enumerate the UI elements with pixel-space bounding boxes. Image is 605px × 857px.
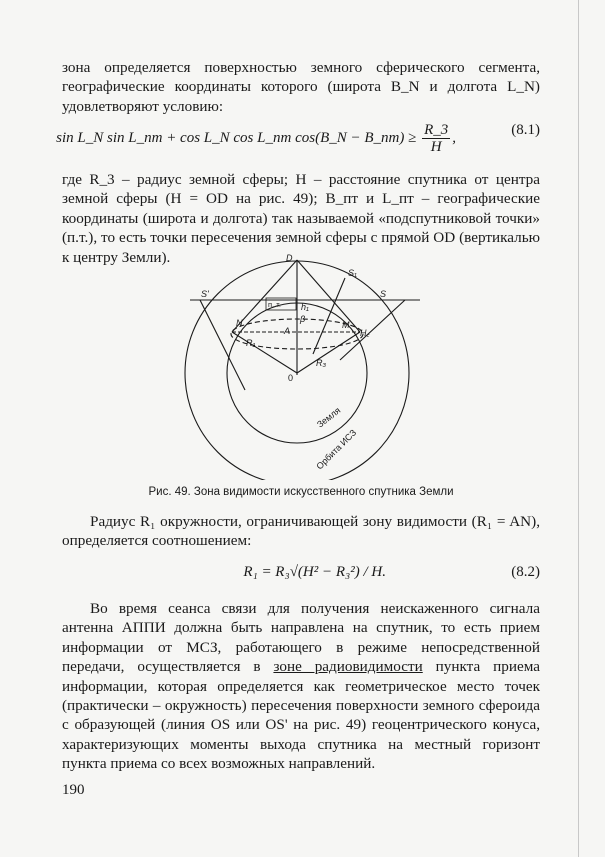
label-orbit: Орбита ИСЗ	[314, 427, 359, 472]
paragraph-intro: зона определяется поверхностью земного сферического сегмента, географические координаты которого (широта B_N и долгота L_N) удовлетворяют условию:	[62, 59, 540, 115]
label-a: A	[284, 326, 291, 336]
label-s-prime: S'	[201, 289, 209, 299]
formula-8-1-fraction	[422, 122, 450, 155]
line-s-prime	[200, 300, 245, 390]
label-n: N	[236, 318, 243, 328]
label-h1: h₁	[301, 302, 309, 312]
line-m-o	[297, 332, 360, 373]
formula-8-1-number: (8.1)	[511, 122, 540, 138]
paragraph-session	[62, 599, 540, 774]
satellite-visibility-diagram	[170, 250, 432, 480]
page-edge-line	[578, 0, 579, 857]
label-earth: Земля	[315, 405, 343, 430]
label-m: M	[342, 320, 350, 330]
label-hc: H꜀	[360, 328, 370, 338]
paragraph-session-end: пункта приема информации, которая определяется как геометрическое место точек (практически – окружность) пересечения поверхности земного сфероида с образующей (линия OS или OS' на рис. 49) геоцентрического конуса, характеризующих моменты выхода спутника на местный горизонт пункта приема со всех возможных направлений.	[62, 658, 540, 773]
figure-caption: Рис. 49. Зона видимости искусственного спутника Земли	[148, 486, 454, 498]
label-r1: R₁	[246, 338, 256, 348]
fraction-numerator: R_3	[424, 122, 449, 138]
label-s: S	[380, 289, 387, 299]
paragraph-radius: Радиус R₁ окружности, ограничивающей зону видимости (R₁ = AN), определяется соотношением:	[62, 513, 540, 550]
formula-8-1-expression	[56, 122, 456, 155]
label-pt: п. т.	[268, 300, 281, 309]
paragraph-session-start: Во время сеанса связи для получения неискаженного сигнала антенна АППИ должна быть направлена на спутник, то есть прием информации от МСЗ, работающего в режиме непосредственной передачи, осуществляется в	[62, 600, 540, 676]
underlined-term: зоне радиовидимости	[273, 658, 423, 676]
fraction-denominator: H	[430, 139, 442, 155]
formula-8-2-number: (8.2)	[511, 564, 540, 580]
label-d: D	[286, 253, 293, 263]
line-n-o	[232, 332, 297, 373]
formula-8-1	[56, 114, 540, 155]
formula-8-1-comma: ,	[452, 129, 456, 146]
label-s1: S₁	[348, 268, 357, 278]
paragraph-definitions: где R_3 – радиус земной сферы; H – расстояние спутника от центра земной сферы (H = OD на рис. 49); B_пт и L_пт – географические координаты (широта и долгота) так называемой «подспутниковой точки» (п.т.), то есть точки пересечения земной сферы с прямой OD (вертикалью к центру Земли).	[62, 171, 540, 266]
formula-8-2	[62, 560, 540, 600]
page-number: 190	[62, 782, 85, 798]
formula-8-1-lhs: sin L_N sin L_пт + cos L_N cos L_пт cos(B_N − B_пт) ≥	[56, 129, 417, 146]
line-s1	[313, 278, 345, 354]
label-o: 0	[288, 373, 294, 383]
label-r3: R₃	[316, 358, 327, 368]
formula-8-2-expression: R₁ = R₃√(H² − R₃²) / H.	[243, 564, 386, 580]
label-beta: β	[300, 314, 306, 324]
line-s	[340, 300, 405, 360]
